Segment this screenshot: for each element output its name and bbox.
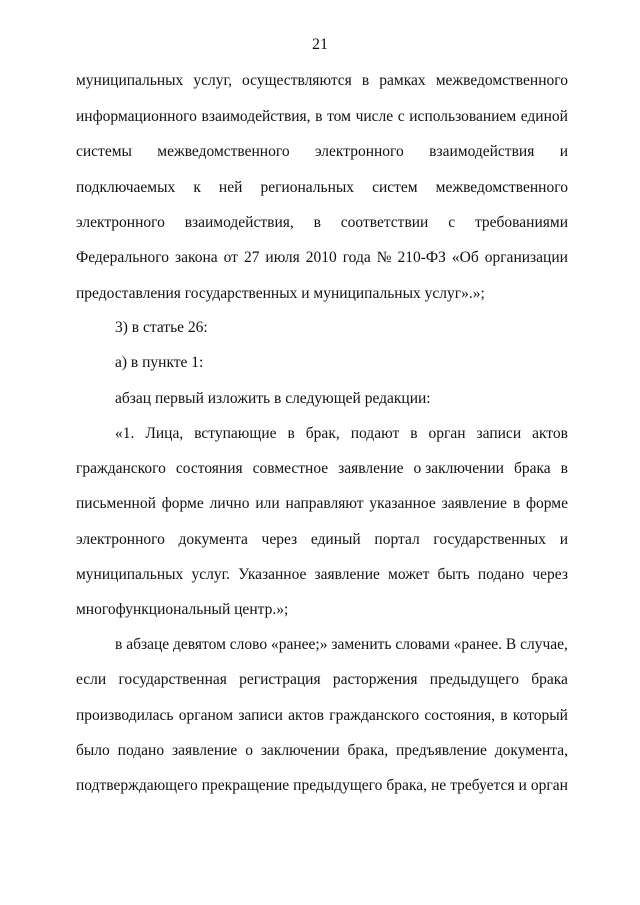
word: 27 bbox=[243, 249, 260, 266]
word: электронного bbox=[76, 531, 165, 548]
word: заменить bbox=[331, 636, 392, 653]
word: и bbox=[518, 777, 527, 794]
word: документа bbox=[178, 531, 248, 548]
word: с bbox=[397, 108, 405, 125]
word: орган bbox=[428, 425, 466, 442]
word: № bbox=[376, 249, 392, 266]
word: предыдущего bbox=[429, 671, 519, 688]
word: от bbox=[223, 249, 238, 266]
word: ней bbox=[218, 179, 243, 196]
text-line bbox=[76, 107, 568, 127]
word: актов bbox=[288, 707, 324, 724]
word: который bbox=[512, 707, 568, 724]
word: брака bbox=[513, 460, 551, 477]
word: случае, bbox=[520, 636, 568, 653]
text-line bbox=[76, 670, 568, 690]
word: том bbox=[327, 108, 351, 125]
word: записи bbox=[476, 425, 522, 442]
text-line bbox=[76, 142, 568, 162]
word: «ранее;» bbox=[270, 636, 328, 653]
word: электронного bbox=[76, 214, 165, 231]
word: подключаемых bbox=[76, 179, 176, 196]
word: В bbox=[505, 636, 517, 653]
text-line bbox=[76, 494, 568, 514]
word: словами bbox=[395, 636, 450, 653]
word: услуг, bbox=[193, 72, 232, 89]
word: региональных bbox=[260, 179, 355, 196]
word: предыдущего bbox=[293, 777, 383, 794]
word: межведомственного bbox=[435, 179, 568, 196]
word: взаимодействия, bbox=[201, 108, 311, 125]
word: организации bbox=[484, 249, 568, 266]
word: единый bbox=[310, 531, 361, 548]
word: форме bbox=[161, 495, 204, 512]
word: направляют bbox=[285, 495, 364, 512]
word: брака, bbox=[386, 777, 427, 794]
word: Указанное bbox=[238, 566, 307, 583]
word: межведомственного bbox=[435, 72, 568, 89]
word: брака bbox=[531, 671, 568, 688]
word: соответствии bbox=[340, 214, 429, 231]
text-line: многофункциональный центр.»; bbox=[76, 601, 289, 618]
word: взаимодействия bbox=[429, 143, 535, 160]
word: числе bbox=[355, 108, 394, 125]
word: муниципальных bbox=[76, 72, 184, 89]
text-line bbox=[76, 178, 568, 198]
word: осуществляются bbox=[242, 72, 352, 89]
word: прекращение bbox=[201, 777, 290, 794]
text-line bbox=[115, 424, 568, 444]
word: заявление bbox=[338, 460, 404, 477]
word: состояния, bbox=[424, 707, 496, 724]
word: в bbox=[315, 108, 323, 125]
word: в bbox=[512, 495, 521, 512]
word: государственная bbox=[118, 671, 227, 688]
word: в bbox=[313, 214, 321, 231]
word: «ранее. bbox=[453, 636, 502, 653]
word: о bbox=[245, 742, 253, 759]
word: портал bbox=[374, 531, 420, 548]
page-number: 21 bbox=[312, 36, 328, 53]
text-line bbox=[76, 459, 568, 479]
word: муниципальных bbox=[76, 566, 184, 583]
word: подают bbox=[350, 425, 400, 442]
word: через bbox=[261, 531, 298, 548]
word: системы bbox=[76, 143, 132, 160]
word: требуется bbox=[450, 777, 515, 794]
word: вступающие bbox=[194, 425, 277, 442]
word: в bbox=[361, 72, 370, 89]
word: заявление bbox=[441, 495, 507, 512]
text-line bbox=[76, 530, 568, 550]
word: к bbox=[193, 179, 201, 196]
text-line: 3) в статье 26: bbox=[115, 319, 208, 336]
word: единой bbox=[520, 108, 568, 125]
word: государственных bbox=[433, 531, 547, 548]
word: органом bbox=[178, 707, 234, 724]
text-line bbox=[76, 565, 568, 585]
word: 2010 bbox=[305, 249, 337, 266]
word: использованием bbox=[409, 108, 517, 125]
word: года bbox=[342, 249, 371, 266]
word: или bbox=[255, 495, 280, 512]
word: с bbox=[448, 214, 456, 231]
word: заключении bbox=[260, 742, 340, 759]
word: услуг. bbox=[191, 566, 231, 583]
word: и bbox=[559, 531, 568, 548]
word: быть bbox=[437, 566, 470, 583]
word: 210-ФЗ bbox=[397, 249, 446, 266]
word: информационного bbox=[76, 108, 197, 125]
word: подано bbox=[117, 742, 165, 759]
word: записи bbox=[238, 707, 283, 724]
word: через bbox=[532, 566, 568, 583]
word: состояния bbox=[175, 460, 243, 477]
word: межведомственного bbox=[157, 143, 290, 160]
text-line bbox=[76, 71, 568, 91]
word: форме bbox=[526, 495, 568, 512]
word: взаимодействия, bbox=[184, 214, 294, 231]
text-line: предоставления государственных и муниципальных услуг».»; bbox=[76, 285, 485, 302]
word: в bbox=[410, 425, 418, 442]
word: подано bbox=[477, 566, 525, 583]
text-line bbox=[76, 248, 568, 268]
word: в bbox=[500, 707, 508, 724]
word: актов bbox=[532, 425, 568, 442]
word: было bbox=[76, 742, 110, 759]
text-line bbox=[76, 213, 568, 233]
word: в bbox=[287, 425, 295, 442]
word: слово bbox=[229, 636, 268, 653]
word: указанное bbox=[369, 495, 436, 512]
text-line: а) в пункте 1: bbox=[115, 354, 204, 371]
word: письменной bbox=[76, 495, 156, 512]
word: расторжения bbox=[332, 671, 418, 688]
word: закона bbox=[175, 249, 218, 266]
word: лично bbox=[209, 495, 250, 512]
word: брака, bbox=[347, 742, 389, 759]
word: не bbox=[431, 777, 447, 794]
word: совместное bbox=[252, 460, 329, 477]
word: подтверждающего bbox=[76, 777, 198, 794]
word: в bbox=[115, 636, 123, 653]
word: производилась bbox=[76, 707, 174, 724]
word: Федерального bbox=[76, 249, 170, 266]
word: в bbox=[560, 460, 568, 477]
text-line bbox=[76, 706, 568, 726]
word: орган bbox=[530, 777, 568, 794]
word: регистрация bbox=[239, 671, 321, 688]
word: брак, bbox=[305, 425, 340, 442]
text-line bbox=[115, 635, 568, 655]
word: Лица, bbox=[145, 425, 184, 442]
text-line: абзац первый изложить в следующей редакции: bbox=[115, 390, 431, 407]
word: июля bbox=[265, 249, 300, 266]
word: предъявление bbox=[395, 742, 487, 759]
word: девятом bbox=[173, 636, 226, 653]
word: систем bbox=[372, 179, 418, 196]
word: и bbox=[559, 143, 568, 160]
word: «Об bbox=[451, 249, 479, 266]
word: требованиями bbox=[474, 214, 568, 231]
word: абзаце bbox=[126, 636, 170, 653]
word: электронного bbox=[314, 143, 404, 160]
word: гражданского bbox=[329, 707, 420, 724]
word: рамках bbox=[379, 72, 426, 89]
word: заявление bbox=[314, 566, 380, 583]
text-line bbox=[76, 741, 568, 761]
word: гражданского bbox=[76, 460, 166, 477]
word: документа, bbox=[494, 742, 568, 759]
word: если bbox=[76, 671, 107, 688]
word: может bbox=[388, 566, 430, 583]
word: «1. bbox=[115, 425, 135, 442]
word: заявление bbox=[171, 742, 238, 759]
text-line bbox=[76, 776, 568, 796]
word: о заключении bbox=[413, 460, 504, 477]
